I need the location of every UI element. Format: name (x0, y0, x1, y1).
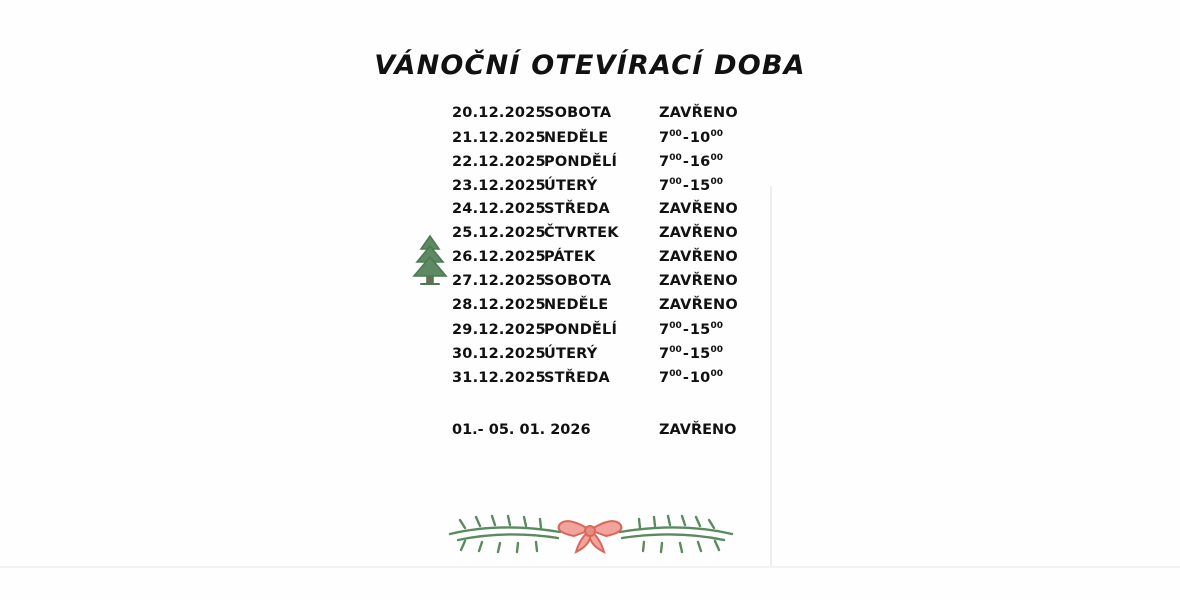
row-day: NEDĚLE (544, 297, 609, 313)
close-minutes: 00 (710, 153, 723, 163)
closure-hours: ZAVŘENO (659, 422, 737, 438)
row-day: STŘEDA (544, 369, 610, 386)
row-date: 30.12.2025 (452, 345, 546, 362)
open-minutes: 00 (669, 369, 682, 379)
row-date: 29.12.2025 (452, 321, 546, 338)
open-hour: 7 (659, 177, 670, 194)
open-hour: 7 (659, 129, 670, 146)
table-row (452, 249, 872, 273)
open-minutes: 00 (669, 345, 682, 355)
row-hours (659, 177, 872, 194)
row-hours (659, 369, 872, 386)
pine-garland-with-bow-icon (440, 500, 740, 562)
open-hour: 7 (659, 369, 670, 386)
close-minutes: 00 (710, 129, 723, 139)
open-minutes: 00 (669, 321, 682, 331)
row-hours (659, 345, 872, 362)
table-row (452, 345, 872, 369)
row-day: ÚTERÝ (544, 177, 598, 194)
row-hours: ZAVŘENO (659, 249, 738, 265)
close-hour: 10 (689, 129, 711, 146)
row-date: 21.12.2025 (452, 129, 546, 146)
row-date: 28.12.2025 (452, 297, 546, 313)
row-day: SOBOTA (544, 105, 612, 121)
close-minutes: 00 (710, 345, 723, 355)
close-hour: 15 (689, 177, 711, 194)
table-row (452, 297, 872, 321)
christmas-tree-icon (408, 232, 452, 290)
close-minutes: 00 (710, 177, 723, 187)
table-row (452, 321, 872, 345)
table-row (452, 369, 872, 393)
row-hours: ZAVŘENO (659, 201, 738, 217)
row-hours (659, 129, 872, 146)
row-day: ČTVRTEK (544, 225, 619, 241)
close-hour: 16 (689, 153, 711, 170)
row-date: 22.12.2025 (452, 153, 546, 170)
row-day: PONDĚLÍ (544, 321, 618, 338)
open-hour: 7 (659, 153, 670, 170)
table-row (452, 129, 872, 153)
row-day: PÁTEK (544, 249, 596, 265)
hours-dash: - (682, 153, 689, 170)
row-date: 25.12.2025 (452, 225, 546, 241)
row-date: 31.12.2025 (452, 369, 546, 386)
row-day: ÚTERÝ (544, 345, 598, 362)
row-date: 26.12.2025 (452, 249, 546, 265)
row-hours: ZAVŘENO (659, 105, 738, 121)
table-row (452, 273, 872, 297)
row-hours (659, 321, 872, 338)
close-hour: 10 (689, 369, 711, 386)
open-minutes: 00 (669, 129, 682, 139)
row-day: PONDĚLÍ (544, 153, 618, 170)
table-row (452, 105, 872, 129)
hours-dash: - (682, 177, 689, 194)
row-date: 27.12.2025 (452, 273, 546, 289)
hours-dash: - (682, 321, 689, 338)
row-day: SOBOTA (544, 273, 612, 289)
table-row (452, 177, 872, 201)
row-date: 20.12.2025 (452, 105, 546, 121)
hours-dash: - (682, 345, 689, 362)
open-minutes: 00 (669, 177, 682, 187)
row-day: STŘEDA (544, 201, 610, 217)
table-row (452, 225, 872, 249)
row-hours: ZAVŘENO (659, 273, 738, 289)
row-date: 23.12.2025 (452, 177, 546, 194)
row-day: NEDĚLE (544, 129, 609, 146)
table-row (452, 153, 872, 177)
row-hours (659, 153, 872, 170)
open-hour: 7 (659, 321, 670, 338)
paper-edge-bottom (0, 566, 1180, 568)
row-hours: ZAVŘENO (659, 297, 738, 313)
row-hours: ZAVŘENO (659, 225, 738, 241)
row-date: 24.12.2025 (452, 201, 546, 217)
hours-dash: - (682, 129, 689, 146)
closure-date-range: 01.- 05. 01. 2026 (452, 422, 591, 438)
closure-row (452, 422, 872, 438)
open-hour: 7 (659, 345, 670, 362)
close-minutes: 00 (710, 369, 723, 379)
page-title: VÁNOČNÍ OTEVÍRACÍ DOBA (374, 50, 806, 81)
close-hour: 15 (689, 321, 711, 338)
table-row (452, 201, 872, 225)
close-minutes: 00 (710, 321, 723, 331)
close-hour: 15 (689, 345, 711, 362)
hours-dash: - (682, 369, 689, 386)
opening-hours-table (452, 105, 872, 393)
open-minutes: 00 (669, 153, 682, 163)
